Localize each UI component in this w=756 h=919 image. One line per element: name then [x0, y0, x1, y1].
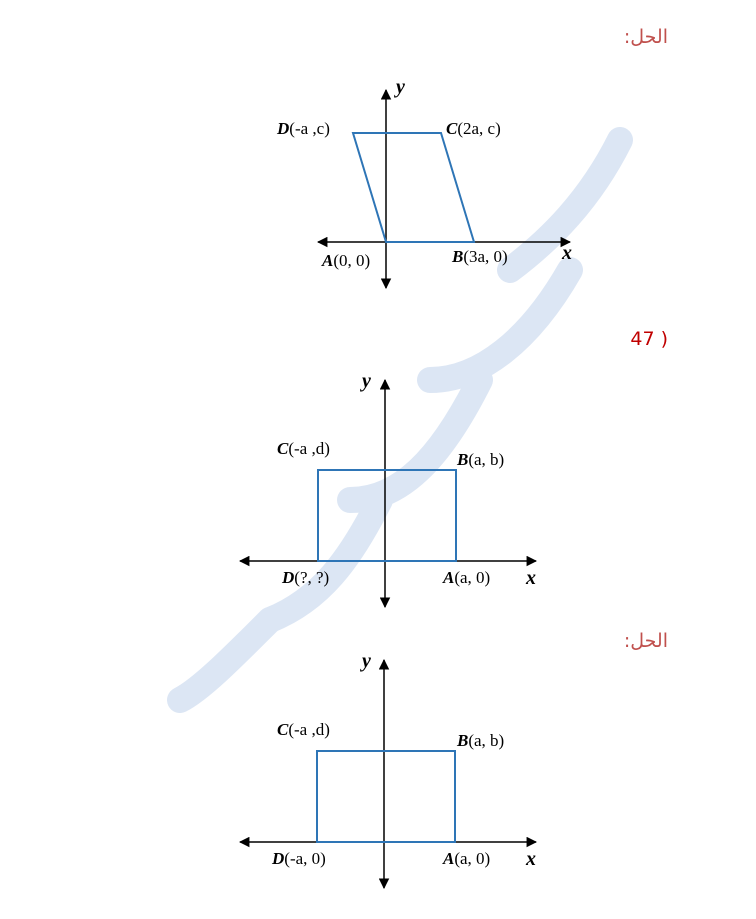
fig3-point-C: C(-a ,d)	[277, 720, 330, 739]
fig1-point-B: B(3a, 0)	[452, 247, 508, 266]
fig3-rectangle	[317, 751, 455, 842]
fig3-point-D: D(-a, 0)	[272, 849, 326, 868]
fig3-y-label: y	[362, 650, 371, 672]
fig1-parallelogram	[353, 133, 474, 242]
fig3-point-A: A(a, 0)	[443, 849, 491, 868]
fig2-point-B: B(a, b)	[457, 450, 505, 469]
fig3-x-label: x	[526, 848, 536, 870]
fig2-x-label: x	[526, 567, 536, 589]
solution-heading-2: الحل:	[623, 630, 668, 652]
solution-heading: الحل:	[623, 26, 668, 48]
question-number: 47 )	[630, 328, 668, 350]
fig2-point-C: C(-a ,d)	[277, 439, 330, 458]
fig1-point-D: D(-a ,c)	[277, 119, 330, 138]
fig2-point-A: A(a, 0)	[443, 568, 491, 587]
fig1-x-label: x	[562, 242, 572, 264]
fig1-point-A: A(0, 0)	[322, 251, 371, 270]
fig3-point-B: B(a, b)	[457, 731, 505, 750]
fig1-point-C: C(2a, c)	[446, 119, 501, 138]
fig2-y-label: y	[362, 370, 371, 392]
fig2-rectangle	[318, 470, 456, 561]
fig2-point-D: D(?, ?)	[282, 568, 330, 587]
fig1-y-label: y	[396, 76, 405, 98]
